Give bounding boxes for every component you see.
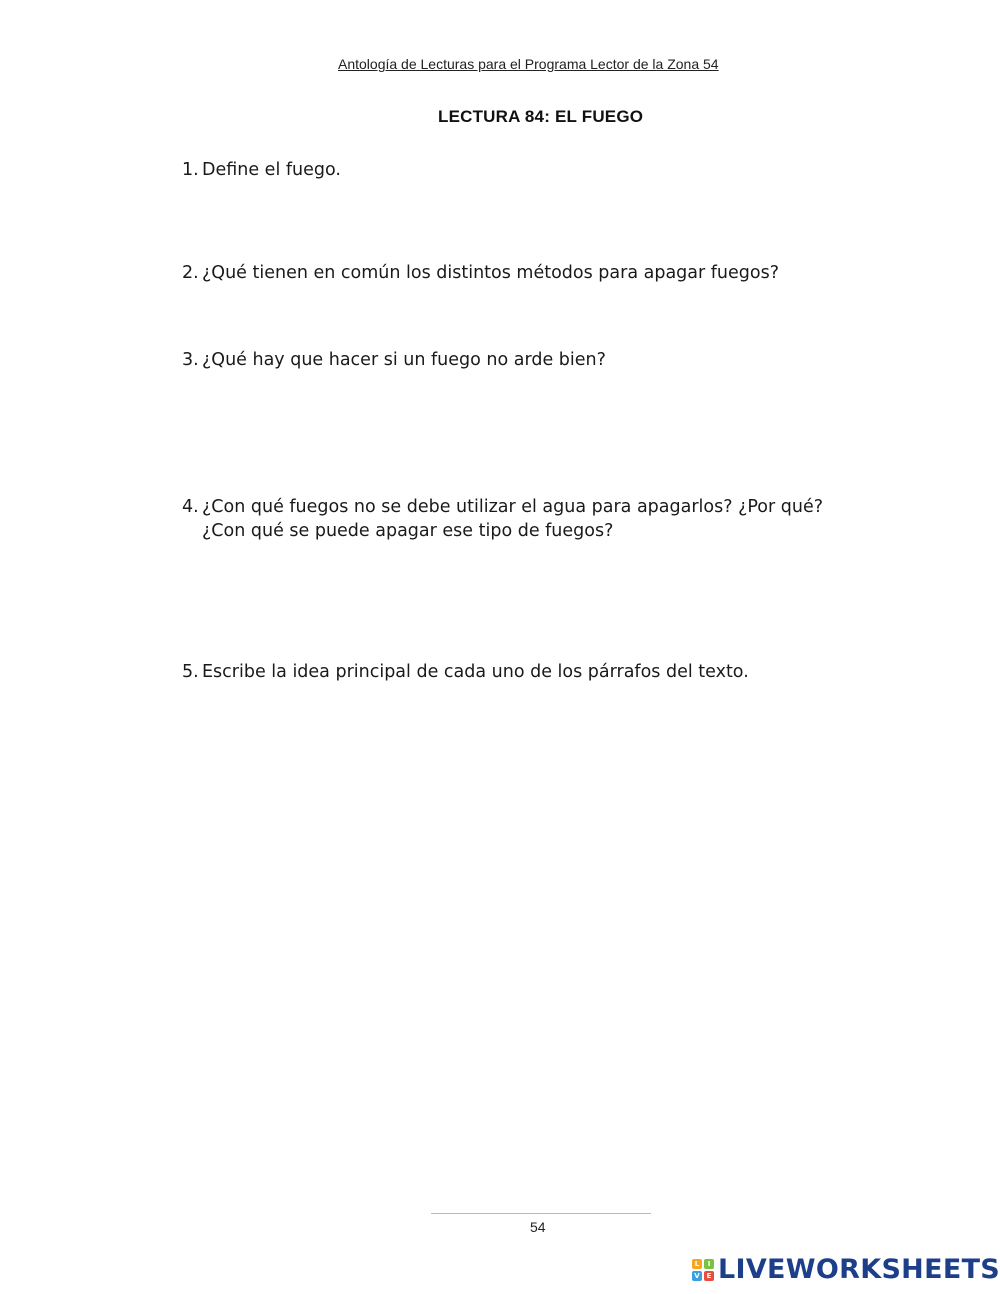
logo-tile-i: I: [704, 1259, 714, 1269]
liveworksheets-logo-icon: [692, 1259, 714, 1281]
question-text: ¿Qué hay que hacer si un fuego no arde bien?: [202, 350, 606, 370]
logo-tile-l: L: [692, 1259, 702, 1269]
question-5: [182, 660, 749, 684]
question-text: Define el fuego.: [202, 160, 341, 180]
question-text-line-2: ¿Con qué se puede apagar ese tipo de fuegos?: [202, 521, 614, 541]
question-2: [182, 261, 779, 285]
question-3: [182, 348, 606, 372]
reading-title: LECTURA 84: EL FUEGO: [438, 107, 644, 126]
logo-tile-v: V: [692, 1271, 702, 1281]
question-number: 3.: [182, 350, 199, 370]
question-number: 5.: [182, 662, 199, 682]
page-number: 54: [530, 1219, 546, 1235]
brand-name: LIVEWORKSHEETS: [718, 1254, 1000, 1285]
question-number: 4.: [182, 497, 199, 517]
question-1: [182, 158, 341, 182]
logo-tile-e: E: [704, 1271, 714, 1281]
question-text: Escribe la idea principal de cada uno de los párrafos del texto.: [202, 662, 749, 682]
question-text-line-1: ¿Con qué fuegos no se debe utilizar el agua para apagarlos? ¿Por qué?: [202, 497, 824, 517]
question-text: ¿Qué tienen en común los distintos métodos para apagar fuegos?: [202, 263, 780, 283]
question-number: 1.: [182, 160, 199, 180]
question-number: 2.: [182, 263, 199, 283]
liveworksheets-brand[interactable]: [692, 1255, 1000, 1285]
question-4: [182, 495, 823, 543]
footer-divider: [431, 1213, 651, 1214]
running-header: Antología de Lecturas para el Programa Lector de la Zona 54: [338, 56, 719, 72]
